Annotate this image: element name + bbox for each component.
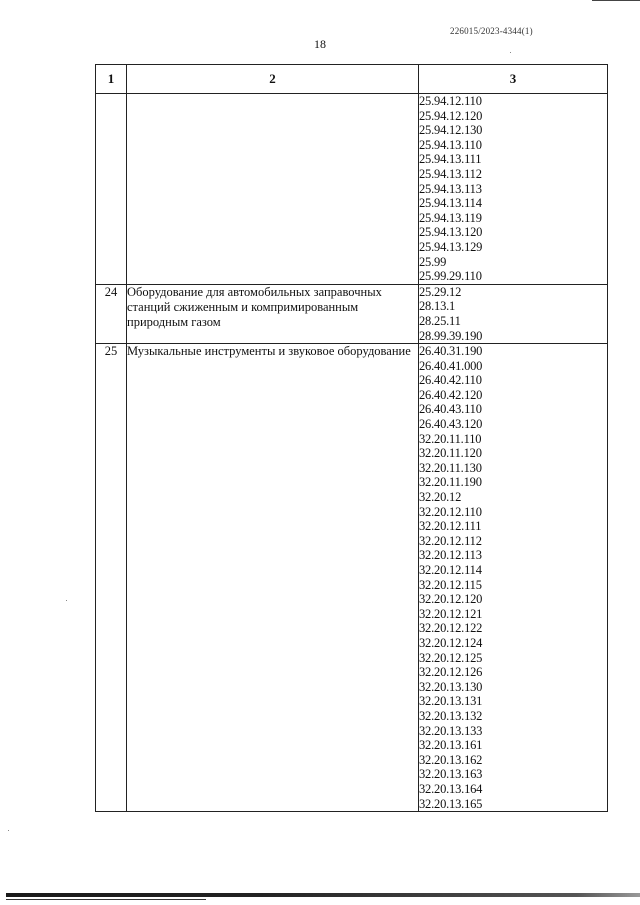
okpd-code: 25.94.12.130: [419, 123, 483, 138]
okpd-code: 32.20.11.190: [419, 475, 482, 490]
okpd-code: 32.20.13.130: [419, 679, 483, 694]
okpd-code: 32.20.13.161: [419, 738, 483, 753]
table-row: [96, 94, 608, 285]
okpd-code: 32.20.12.126: [419, 665, 483, 680]
okpd-code: 26.40.41.000: [419, 358, 483, 373]
okpd-code: 32.20.13.164: [419, 781, 483, 796]
scan-speck: [66, 600, 67, 601]
classification-table: [95, 64, 608, 812]
okpd-code: 32.20.12.125: [419, 650, 483, 665]
scan-edge-mark: [592, 0, 640, 1]
okpd-code: 32.20.12.114: [419, 563, 482, 577]
okpd-code: 32.20.12.111: [419, 519, 482, 534]
okpd-code: 32.20.12.115: [419, 577, 482, 592]
okpd-code: 25.94.12.110: [419, 94, 482, 108]
product-name: Оборудование для автомобильных заправочных станций сжиженным и компримированным природным газом: [127, 284, 419, 343]
okpd-code: 26.40.43.120: [419, 417, 483, 432]
scan-speck: [510, 52, 511, 53]
okpd-code: 32.20.13.131: [419, 694, 483, 709]
okpd-code: 28.25.11: [419, 313, 461, 328]
table-body: [96, 94, 608, 812]
table-row: [96, 284, 608, 343]
okpd-code: 32.20.12.110: [419, 504, 482, 519]
okpd-code: 28.99.39.190: [419, 328, 483, 343]
okpd-code: 25.99: [419, 254, 447, 269]
okpd-code: 28.13.1: [419, 299, 456, 314]
page-number: 18: [314, 37, 326, 51]
okpd-code: 32.20.12: [419, 490, 462, 505]
row-number: 24: [96, 284, 127, 343]
okpd-code: 26.40.42.120: [419, 387, 483, 402]
table-header-row: [96, 65, 608, 94]
okpd-code: 25.94.13.129: [419, 239, 483, 254]
okpd-code: 32.20.12.113: [419, 548, 482, 563]
column-header: 3: [419, 65, 608, 94]
okpd-code: 25.94.13.120: [419, 225, 483, 240]
okpd-code: 32.20.12.122: [419, 621, 483, 636]
okpd-code: 32.20.12.112: [419, 533, 482, 548]
okpd-codes-cell: [419, 94, 608, 285]
okpd-code: 32.20.11.130: [419, 460, 482, 475]
okpd-codes-cell: [419, 284, 608, 343]
okpd-code: 25.94.13.114: [419, 196, 482, 211]
row-number: [96, 94, 127, 285]
product-name: [127, 94, 419, 285]
okpd-code: 32.20.12.121: [419, 606, 483, 621]
okpd-code: 32.20.13.163: [419, 767, 483, 782]
scan-bottom-border: [6, 893, 640, 897]
scan-bottom-border: [6, 899, 206, 900]
product-name: Музыкальные инструменты и звуковое оборудование: [127, 344, 419, 812]
table-row: [96, 344, 608, 812]
okpd-code: 26.40.31.190: [419, 344, 483, 359]
row-number: 25: [96, 344, 127, 812]
okpd-code: 25.94.12.120: [419, 108, 483, 123]
okpd-code: 25.94.13.111: [419, 152, 482, 167]
okpd-code: 32.20.11.120: [419, 446, 482, 461]
okpd-code: 32.20.12.124: [419, 635, 483, 650]
okpd-code: 32.20.13.165: [419, 796, 483, 811]
okpd-code: 26.40.43.110: [419, 402, 482, 417]
okpd-codes-cell: [419, 344, 608, 812]
okpd-code: 32.20.13.162: [419, 752, 483, 767]
okpd-code: 25.29.12: [419, 284, 462, 299]
okpd-code: 25.94.13.112: [419, 166, 482, 181]
okpd-code: 25.94.13.110: [419, 137, 482, 152]
okpd-code: 32.20.12.120: [419, 592, 483, 607]
okpd-code: 25.94.13.113: [419, 181, 482, 196]
okpd-code: 26.40.42.110: [419, 373, 482, 388]
column-header: 1: [96, 65, 127, 94]
document-id: 226015/2023-4344(1): [450, 26, 533, 36]
column-header: 2: [127, 65, 419, 94]
okpd-code: 25.94.13.119: [419, 210, 482, 225]
okpd-code: 32.20.13.133: [419, 723, 483, 738]
okpd-code: 32.20.13.132: [419, 708, 483, 723]
scan-speck: [8, 830, 9, 831]
okpd-code: 25.99.29.110: [419, 269, 482, 284]
okpd-code: 32.20.11.110: [419, 431, 482, 446]
